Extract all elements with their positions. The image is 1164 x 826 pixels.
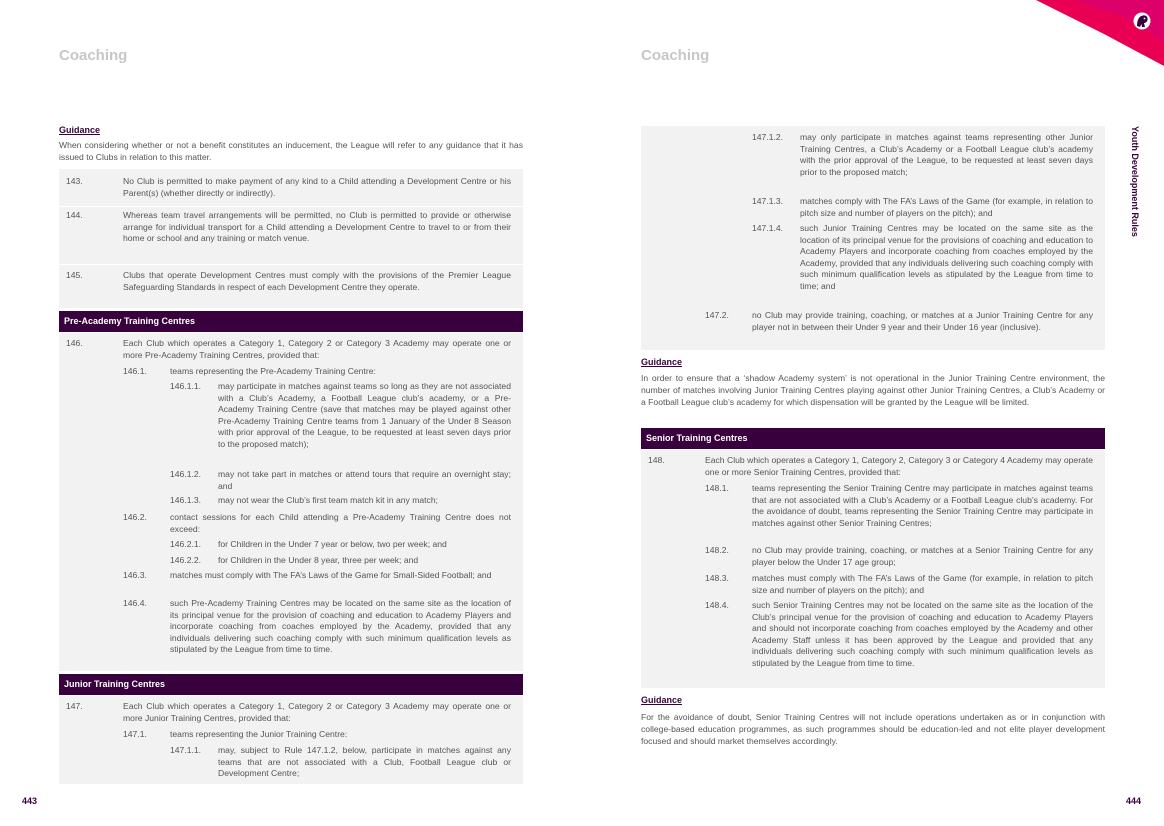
rule-number: 148.2. [705,545,729,555]
rule-text: Each Club which operates a Category 1, Category 2 or Category 3 Academy may operate one or more Pre-Academy Training Centres, provided that: [123,338,511,360]
rule-number: 146.2.1. [170,539,202,549]
right-page [582,0,1164,826]
rule-number: 148.3. [705,573,729,583]
rule-text: teams representing the Pre-Academy Training Centre: [170,366,376,376]
rule-number: 147.1. [123,729,147,739]
rule-number: 147.2. [705,310,729,320]
rule-text: No Club is permitted to make payment of any kind to a Child attending a Development Centre or his Parent(s) (whether directly or indirectly). [123,176,511,198]
rule-number: 147.1.1. [170,745,202,755]
guidance-text: For the avoidance of doubt, Senior Training Centres will not include operations undertaken as or in conjunction with college-based education programmes, as such programmes should be education-led and not elite player development focused and should market themselves accordingly. [641,712,1105,746]
rule-text: Each Club which operates a Category 1, Category 2 or Category 3 Academy may operate one or more Junior Training Centres, provided that: [123,701,511,723]
rule-number: 146.4. [123,598,147,608]
rule-text: may not wear the Club’s first team match kit in any match; [218,495,439,505]
rule-number: 146.1.3. [170,495,202,505]
rule-text: for Children in the Under 8 year, three per week; and [218,555,419,565]
guidance-heading: Guidance [641,695,683,705]
rule-number: 146.2.2. [170,555,202,565]
premier-league-lion-logo-icon [1134,13,1151,30]
rule-number: 146. [66,338,83,348]
rule-text: for Children in the Under 7 year or below, two per week; and [218,539,447,549]
rule-number: 146.1. [123,366,147,376]
rule-text: no Club may provide training, coaching, or matches at a Junior Training Centre for any player not in between their Under 9 year and their Under 16 year (inclusive). [752,310,1093,332]
rule-text: contact sessions for each Child attending a Pre-Academy Training Centre does not exceed: [170,512,511,534]
rule-number: 148.1. [705,483,729,493]
page-header: Coaching [641,47,710,64]
side-label [1128,126,1142,256]
rule-number: 146.1.1. [170,381,202,391]
rule-text: such Senior Training Centres may not be located on the same site as the location of the Club’s principal venue for the provision of coaching and education to Academy Players and should not incorporate coaching from coaches employed by the Academy and other Academy Staff unless it has been approved by the League and provided that any individuals delivering such coaching comply with such minimum qualification levels as stipulated by the League from time to time. [752,600,1093,668]
rule-number: 147.1.3. [752,196,784,206]
rule-text: may not take part in matches or attend tours that require an overnight stay; and [218,469,511,491]
rule-text: teams representing the Junior Training Centre: [170,729,348,739]
rule-text: Whereas team travel arrangements will be permitted, no Club is permitted to provide or otherwise arrange for individual transport for a Child attending a Development Centre to travel to or from their home or school and any training or match venue. [123,210,511,243]
rule-text: such Junior Training Centres may be located on the same site as the location of its principal venue for the provisions of coaching and education to Academy Players and incorporate coaching from coaches employed by the Academy, provided that any individuals delivering such coaching comply with such minimum qualification levels as stipulated by the League from time to time; and [800,223,1093,291]
rule-number: 144. [66,210,83,220]
rule-text: teams representing the Senior Training Centre may participate in matches against teams that are not associated with a Club’s Academy or a Football League club’s academy. For the avoidance of doubt, teams representing the Senior Training Centre may participate in matches against other Senior Training Centres; [752,483,1093,528]
divider [59,206,523,207]
rule-number: 146.1.2. [170,469,202,479]
divider [59,264,523,265]
rule-text: such Pre-Academy Training Centres may be located on the same site as the location of its principal venue for the provision of coaching and education to Academy Players and incorporate coaching from coaches employed by the Academy, provided that any individuals delivering such coaching comply with such minimum qualification levels as stipulated by the League from time to time. [170,598,511,654]
section-heading-senior: Senior Training Centres [641,428,1105,449]
guidance-text: In order to ensure that a ‘shadow Academy system’ is not operational in the Junior Training Centre environment, the number of matches involving Junior Training Centres playing against other Junior Training Centres, a Club’s Academy or a Football League club’s academy for which dispensation will be granted by the League will be limited. [641,373,1105,407]
rule-number: 147.1.4. [752,223,784,233]
page-number: 443 [22,796,38,806]
section-heading-pre-academy: Pre-Academy Training Centres [59,311,523,332]
rule-text: may, subject to Rule 147.1.2, below, participate in matches against any teams that are not associated with a Club, Football League club or Development Centre; [218,745,511,778]
rule-number: 143. [66,176,83,186]
rule-number: 147. [66,701,83,711]
rule-number: 148.4. [705,600,729,610]
page-number: 444 [1126,796,1142,806]
rule-text: may only participate in matches against teams representing other Junior Training Centres, a Club’s Academy or a Football League club’s academy with the prior approval of the League, to be requested at least seven days prior to the proposed match; [800,132,1093,177]
rule-number: 146.3. [123,570,147,580]
rule-number: 146.2. [123,512,147,522]
guidance-text: When considering whether or not a benefit constitutes an inducement, the League will refer to any guidance that it has issued to Clubs in relation to this matter. [59,140,523,162]
brand-corner-graphic [1014,0,1164,70]
rule-text: matches must comply with The FA’s Laws of the Game for Small-Sided Football; and [170,570,492,580]
rule-text: matches comply with The FA’s Laws of the Game (for example, in relation to pitch size and number of players on the pitch); and [800,196,1093,218]
rule-number: 145. [66,270,83,280]
rule-text: Each Club which operates a Category 1, Category 2, Category 3 or Category 4 Academy may operate one or more Senior Training Centres, provided that: [705,455,1093,477]
rule-number: 148. [648,455,665,465]
rule-text: may participate in matches against teams so long as they are not associated with a Club’s Academy, a Football League club’s academy, or a Pre-Academy Training Centre (save that matches may be played against other Pre-Academy Training Centre teams from 1 January of the Under 8 Season with prior approval of the League, to be requested at least seven days prior to the proposed match); [218,381,511,449]
guidance-heading: Guidance [641,357,683,367]
rule-number: 147.1.2. [752,132,784,142]
page-header: Coaching [59,47,128,64]
guidance-heading: Guidance [59,125,101,135]
section-heading-junior: Junior Training Centres [59,674,523,695]
rule-text: matches must comply with The FA’s Laws of the Game (for example, in relation to pitch size and number of players on the pitch); and [752,573,1093,595]
rule-text: Clubs that operate Development Centres must comply with the provisions of the Premier League Safeguarding Standards in respect of each Development Centre they operate. [123,270,511,292]
side-label-text: Youth Development Rules [1130,126,1140,237]
rule-text: no Club may provide training, coaching, or matches at a Senior Training Centre for any player below the Under 17 age group; [752,545,1093,567]
